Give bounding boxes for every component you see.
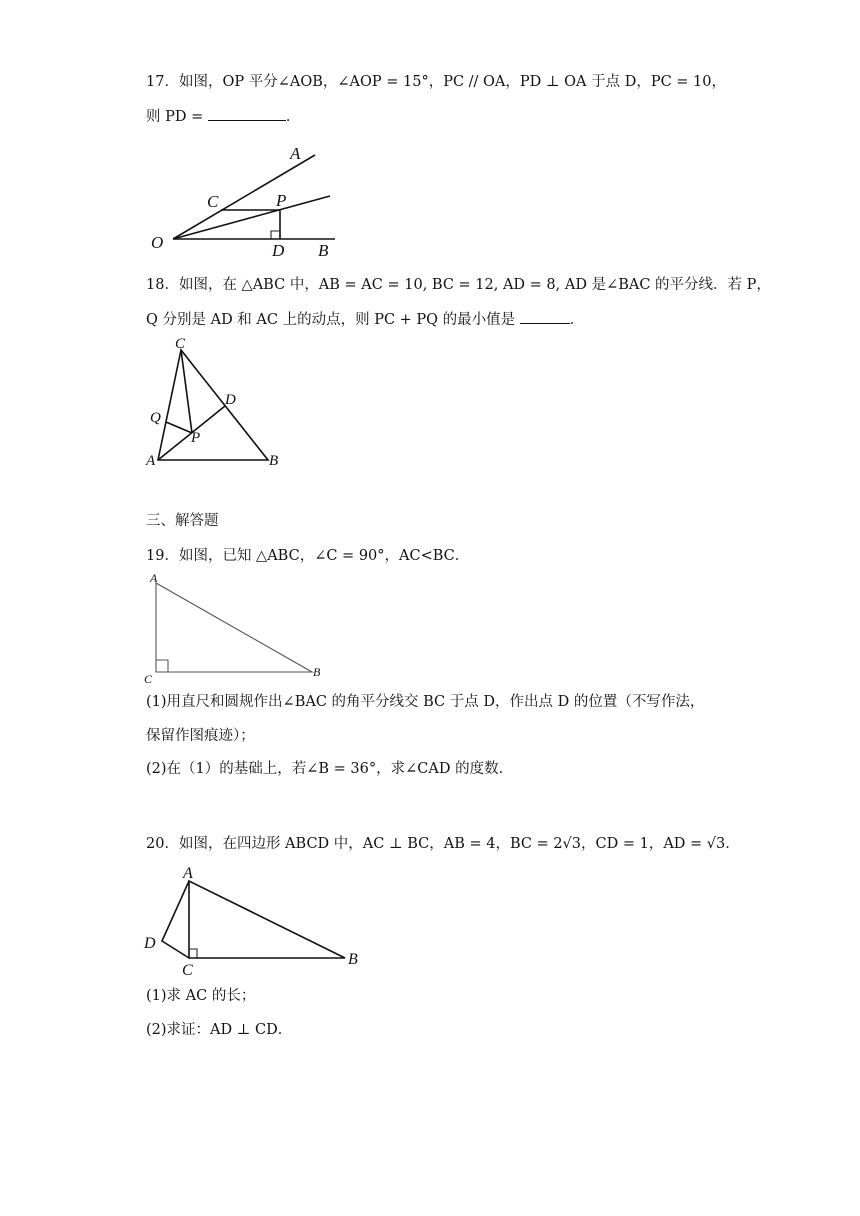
problem-19-text: 如图，已知 △ABC，∠C = 90°，AC<BC． [178,548,470,564]
problem-18-diagram [143,336,293,470]
problem-18-number: 18． [146,277,179,293]
label-b: B [318,241,329,260]
problem-19-subquestion-2: (2)在（1）的基础上，若∠B = 36°，求∠CAD 的度数． [146,761,514,777]
triangle-abc [158,350,268,460]
problem-17-text-prefix: 则 PD = [146,109,204,125]
problem-17-line-1 [146,72,726,92]
label-c: C [175,336,186,352]
label-d: D [225,392,236,408]
label-q: Q [150,410,161,426]
label-a: A [290,144,301,163]
problem-18-text-prefix: Q 分别是 AD 和 AC 上的动点，则 PC + PQ 的最小值是 [146,312,516,328]
triangle-abc [189,881,345,958]
section-heading: 三、解答题 [146,513,219,529]
answer-blank[interactable] [520,309,570,324]
problem-20-subquestion-1: (1)求 AC 的长； [146,988,256,1004]
problem-18-text-suffix: ． [569,312,585,328]
label-b: B [348,951,358,968]
problem-20-subquestion-2: (2)求证：AD ⊥ CD． [146,1022,293,1038]
label-d: D [272,241,285,260]
problem-19-diagram [140,568,330,686]
problem-17-line-2 [146,106,300,127]
problem-19-line-1 [146,546,469,566]
ray-oa [173,155,315,239]
problem-17-diagram [145,140,345,264]
ray-op [173,196,330,239]
segments-ad-dc [162,881,189,958]
label-b: B [313,665,321,679]
label-c: C [144,672,153,686]
problem-17-text-suffix: ． [285,109,301,125]
label-b: B [269,453,279,469]
problem-20-diagram [140,858,375,982]
right-angle-mark [189,949,197,958]
problem-18-text: 如图，在 △ABC 中，AB = AC = 10, BC = 12, AD = 8, AD 是∠BAC 的平分线．若 P， [178,277,771,293]
label-c: C [207,192,219,211]
right-angle-mark [156,660,168,672]
problem-19-subquestion-1-line-2: 保留作图痕迹）； [146,728,255,744]
segment-qp [166,422,192,433]
label-a: A [183,865,193,882]
problem-19-number: 19． [146,548,179,564]
problem-20-line-1 [146,834,740,854]
label-c: C [182,962,193,979]
label-p: P [276,191,287,210]
problem-20-text: 如图，在四边形 ABCD 中，AC ⊥ BC，AB = 4，BC = 2√3，CD = 1，AD = √3． [178,836,740,852]
label-a: A [150,571,158,585]
problem-19-subquestion-1-line-1: (1)用直尺和圆规作出∠BAC 的角平分线交 BC 于点 D，作出点 D 的位置（不写作法， [146,694,705,710]
problem-20-number: 20． [146,836,179,852]
label-d: D [144,935,156,952]
right-triangle-abc [156,583,312,672]
problem-18-line-1 [146,275,771,295]
right-angle-mark [271,231,280,239]
problem-17-text: 如图，OP 平分∠AOB，∠AOP = 15°，PC // OA，PD ⊥ OA 于点 D，PC = 10， [178,74,727,90]
label-a: A [146,453,156,469]
label-p: P [191,430,201,446]
answer-blank[interactable] [208,106,286,121]
label-o: O [151,233,164,252]
problem-17-number: 17． [146,74,179,90]
problem-18-line-2 [146,309,584,330]
